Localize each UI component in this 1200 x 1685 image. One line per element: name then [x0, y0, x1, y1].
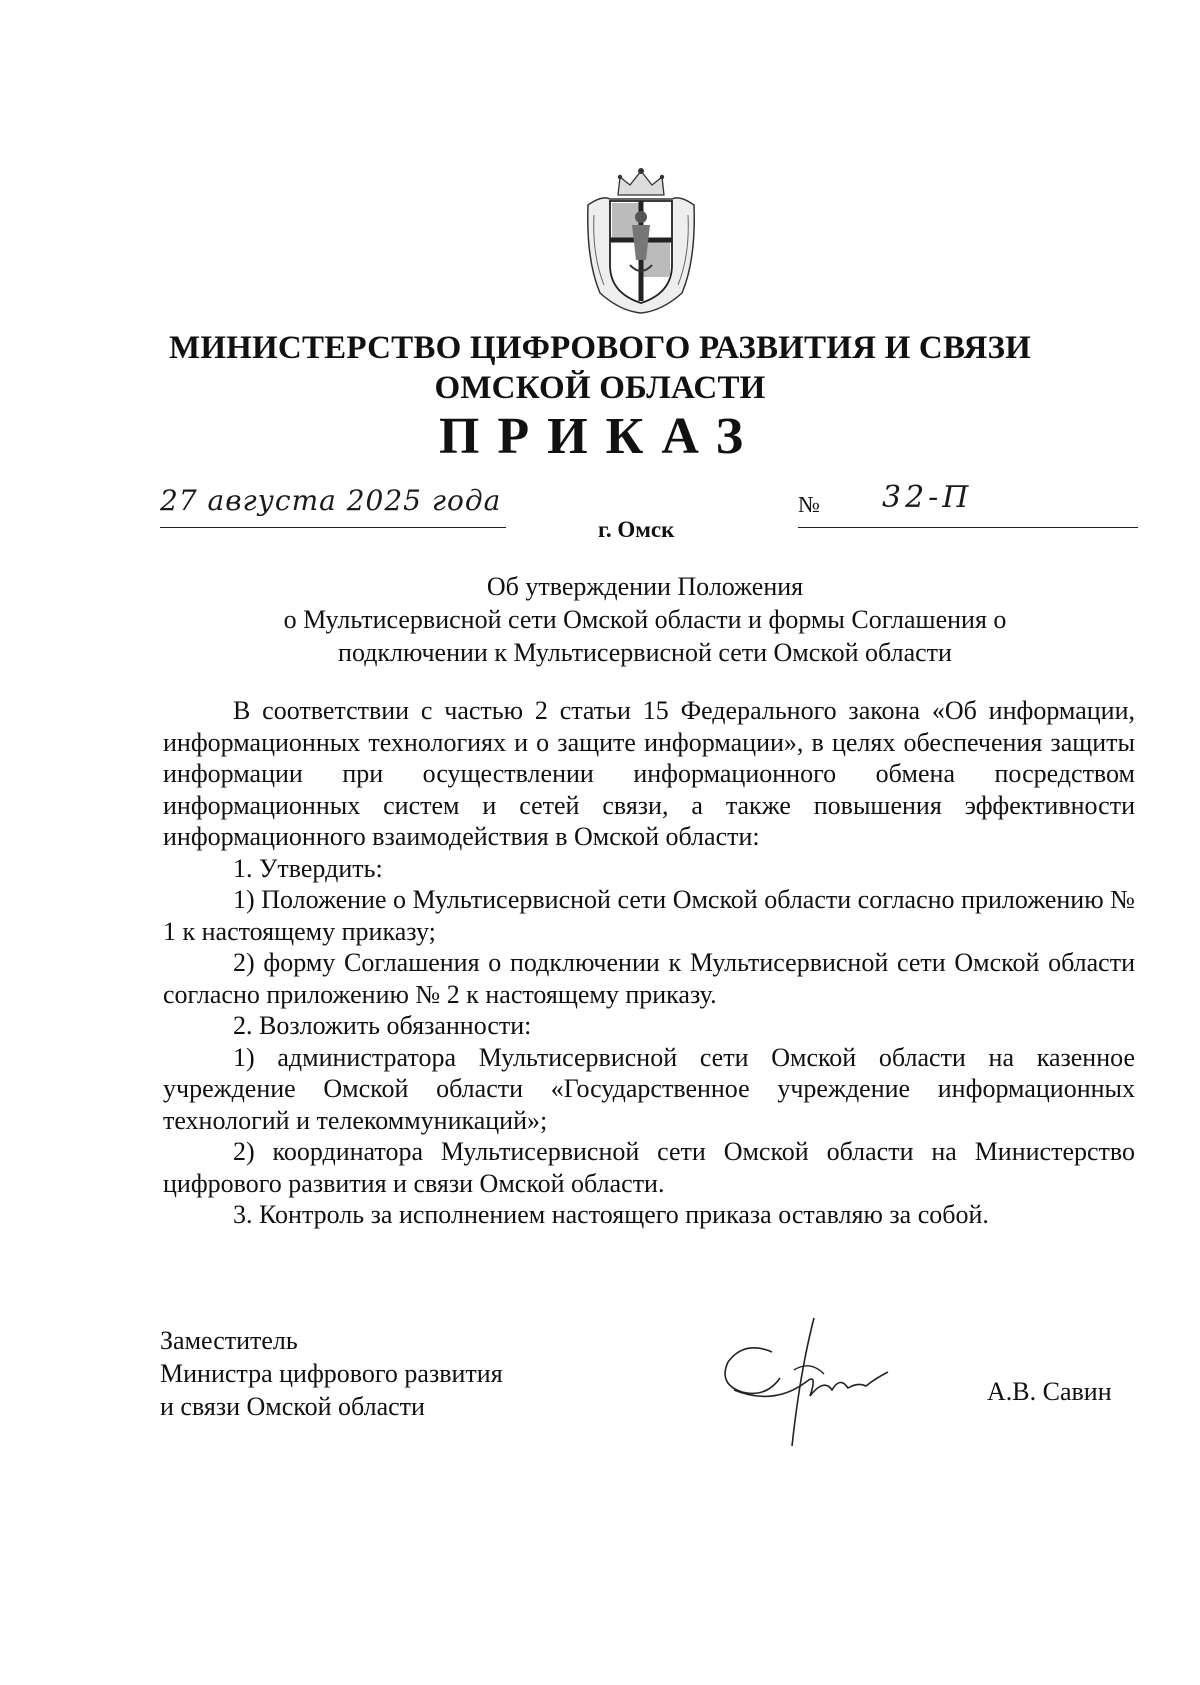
preamble-paragraph: В соответствии с частью 2 статьи 15 Федерального закона «Об информации, информационных технологиях и о защите информации», в целях обеспечения защиты информации при осуществлении информационного обмена посредством информационных систем и сетей связи, а также повышения эффективности информационного взаимодействия в Омской области: [163, 696, 1135, 851]
ministry-name-line2: ОМСКОЙ ОБЛАСТИ [434, 370, 766, 406]
number-underline [798, 527, 1138, 528]
ministry-name-line1: МИНИСТЕРСТВО ЦИФРОВОГО РАЗВИТИЯ И СВЯЗИ [168, 330, 1032, 366]
clause-1-1: 1) Положение о Мультисервисной сети Омской области согласно приложению № 1 к настоящему приказу; [163, 885, 1135, 946]
date-underline [160, 527, 506, 528]
order-number: 32-П [882, 480, 973, 515]
clause-1-2: 2) форму Соглашения о подключении к Мультисервисной сети Омской области согласно приложению № 2 к настоящему приказу. [163, 948, 1135, 1009]
signatory-position-line: и связи Омской области [160, 1392, 425, 1421]
city-label: г. Омск [598, 517, 675, 542]
subject-line: о Мультисервисной сети Омской области и формы Соглашения о [283, 605, 1007, 634]
number-sign: № [798, 492, 820, 517]
signatory-position-line: Министра цифрового развития [160, 1359, 503, 1388]
clause-1: 1. Утвердить: [233, 853, 383, 883]
order-date: 27 августа 2025 года [160, 484, 502, 517]
clause-2-1: 1) администратора Мультисервисной сети Омской области на казенное учреждение Омской области «Государственное учреждение информационных технологий и телекоммуникаций»; [163, 1042, 1135, 1135]
subject-line: Об утверждении Положения [486, 572, 804, 601]
signatory-position-line: Заместитель [160, 1326, 298, 1355]
order-subject [0, 570, 1200, 669]
omsk-coat-of-arms-icon [580, 165, 702, 315]
document-type-title: ПРИКАЗ [438, 408, 762, 465]
order-body [163, 695, 1135, 1231]
clause-2: 2. Возложить обязанности: [233, 1011, 532, 1040]
subject-line: подключении к Мультисервисной сети Омской области [338, 638, 952, 667]
clause-3: 3. Контроль за исполнением настоящего приказа оставляю за собой. [233, 1200, 989, 1229]
signatory-position [160, 1324, 503, 1423]
handwritten-signature-icon [714, 1312, 904, 1448]
clause-2-2: 2) координатора Мультисервисной сети Омской области на Министерство цифрового развития и связи Омской области. [163, 1137, 1135, 1198]
signatory-name: А.В. Савин [987, 1377, 1112, 1406]
